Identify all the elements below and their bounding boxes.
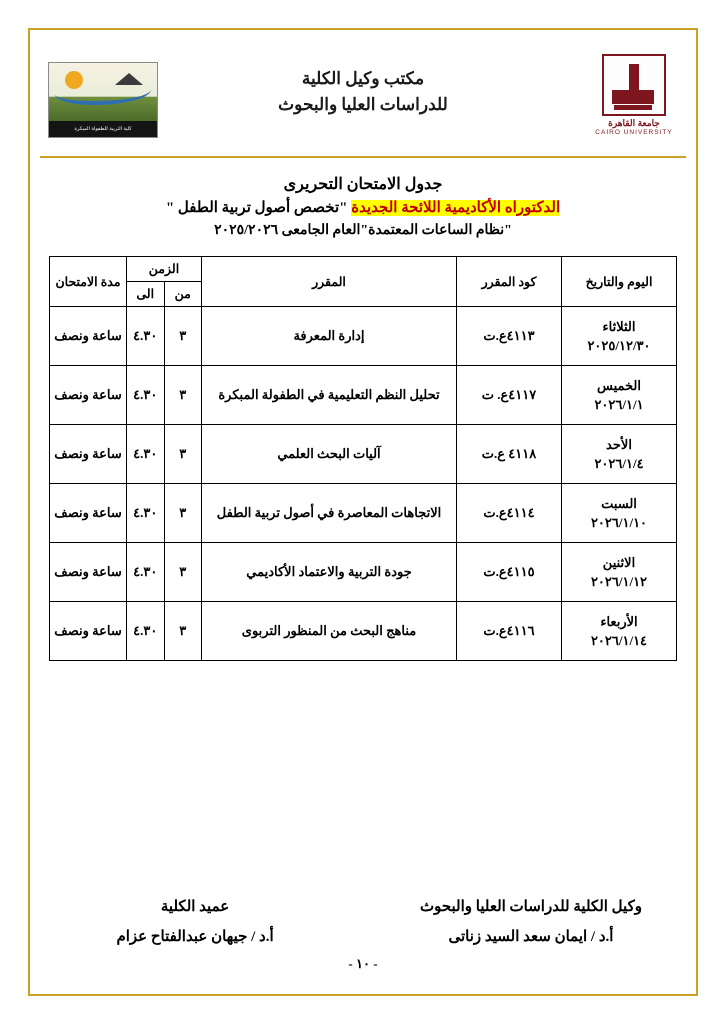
cell-to: ٤.٣٠	[127, 425, 165, 484]
cell-date: ٢٠٢٦/١/١٢	[590, 574, 648, 589]
cell-duration: ساعة ونصف	[50, 425, 127, 484]
signature-row	[40, 894, 686, 954]
cell-to: ٤.٣٠	[127, 602, 165, 661]
cell-date: ٢٠٢٦/١/١٠	[590, 515, 648, 530]
cell-code: ٤١١٣ع.ت	[457, 307, 562, 366]
cell-from: ٣	[164, 484, 202, 543]
cell-code: ٤١١٦ع.ت	[457, 602, 562, 661]
header-time: الزمن	[127, 257, 202, 282]
cell-duration: ساعة ونصف	[50, 543, 127, 602]
program-title	[40, 196, 686, 220]
cell-code: ٤١١٧ع. ت	[457, 366, 562, 425]
page-title: جدول الامتحان التحريرى	[283, 176, 443, 193]
cell-from: ٣	[164, 543, 202, 602]
faculty-logo-caption: كلية التربية للطفولة المبكرة	[49, 121, 157, 137]
table-body	[50, 307, 677, 661]
cell-to: ٤.٣٠	[127, 543, 165, 602]
table-row	[50, 484, 677, 543]
cell-day: الاثنين	[602, 555, 636, 570]
cell-day-date	[562, 366, 677, 425]
cell-duration: ساعة ونصف	[50, 602, 127, 661]
program-title-rest: "تخصص أصول تربية الطفل "	[165, 200, 348, 216]
cell-date: ٢٠٢٦/١/٤	[594, 456, 644, 471]
table-row	[50, 602, 677, 661]
cell-date: ٢٠٢٦/١/١٤	[590, 633, 648, 648]
cell-duration: ساعة ونصف	[50, 366, 127, 425]
cell-date: ٢٠٢٥/١٢/٣٠	[587, 338, 651, 353]
crest-book-icon	[614, 105, 652, 110]
cell-day-date	[562, 602, 677, 661]
header-to: الى	[127, 282, 165, 307]
header-duration: مدة الامتحان	[50, 257, 127, 307]
document-footer	[40, 894, 686, 972]
header-day-date: اليوم والتاريخ	[562, 257, 677, 307]
table-row	[50, 307, 677, 366]
signature-vice-dean	[376, 894, 686, 954]
cell-from: ٣	[164, 602, 202, 661]
cell-to: ٤.٣٠	[127, 484, 165, 543]
cell-from: ٣	[164, 307, 202, 366]
cell-code: ٤١١٤ع.ت	[457, 484, 562, 543]
table-header-row-1	[50, 257, 677, 282]
cell-day: الأحد	[606, 437, 632, 452]
vice-dean-title: وكيل الكلية للدراسات العليا والبحوث	[419, 899, 642, 915]
exam-schedule-table	[49, 256, 677, 661]
cell-course: الاتجاهات المعاصرة في أصول تربية الطفل	[202, 484, 457, 543]
cell-from: ٣	[164, 425, 202, 484]
document-titles	[40, 174, 686, 242]
university-logo	[590, 54, 678, 146]
table-head	[50, 257, 677, 307]
cell-day-date	[562, 307, 677, 366]
header-divider	[40, 156, 686, 158]
crest-wall-icon	[612, 90, 654, 104]
page-content	[40, 40, 686, 661]
cell-code: ٤١١٨ ع.ت	[457, 425, 562, 484]
office-title-line-1: مكتب وكيل الكلية	[301, 69, 425, 88]
page-number: - ١٠ -	[348, 956, 378, 971]
university-name-en: CAIRO UNIVERSITY	[595, 129, 673, 136]
cell-day: الأربعاء	[600, 614, 638, 629]
dean-name: أ.د / جيهان عبدالفتاح عزام	[116, 929, 274, 945]
cell-course: تحليل النظم التعليمية في الطفولة المبكرة	[202, 366, 457, 425]
cell-day: الخميس	[597, 378, 641, 393]
header-course-code: كود المقرر	[457, 257, 562, 307]
cell-to: ٤.٣٠	[127, 307, 165, 366]
table-row	[50, 425, 677, 484]
academic-year-line: "نظام الساعات المعتمدة"العام الجامعى ٢٠٢٥/٢٠٢٦	[214, 223, 512, 238]
cell-duration: ساعة ونصف	[50, 484, 127, 543]
university-crest-icon	[602, 54, 666, 116]
cell-course: مناهج البحث من المنظور التربوى	[202, 602, 457, 661]
university-name-ar: جامعة القاهرة	[608, 118, 660, 128]
dean-title: عميد الكلية	[160, 899, 230, 915]
cell-day: الثلاثاء	[602, 319, 636, 334]
cell-duration: ساعة ونصف	[50, 307, 127, 366]
cell-day-date	[562, 543, 677, 602]
signature-dean	[40, 894, 350, 954]
cell-date: ٢٠٢٦/١/١	[594, 397, 644, 412]
cell-code: ٤١١٥ع.ت	[457, 543, 562, 602]
office-title-line-2: للدراسات العليا والبحوث	[278, 95, 448, 114]
header-course: المقرر	[202, 257, 457, 307]
cell-from: ٣	[164, 366, 202, 425]
cell-course: آليات البحث العلمي	[202, 425, 457, 484]
cell-day-date	[562, 425, 677, 484]
document-header	[40, 40, 686, 150]
cell-course: إدارة المعرفة	[202, 307, 457, 366]
program-title-highlight: الدكتوراه الأكاديمية اللائحة الجديدة	[351, 200, 561, 216]
cell-day-date	[562, 484, 677, 543]
crest-tower-icon	[629, 64, 639, 90]
header-from: من	[164, 282, 202, 307]
cell-course: جودة التربية والاعتماد الأكاديمي	[202, 543, 457, 602]
vice-dean-name: أ.د / ايمان سعد السيد زناتى	[448, 929, 614, 945]
table-row	[50, 366, 677, 425]
cell-day: السبت	[601, 496, 637, 511]
table-row	[50, 543, 677, 602]
cell-to: ٤.٣٠	[127, 366, 165, 425]
